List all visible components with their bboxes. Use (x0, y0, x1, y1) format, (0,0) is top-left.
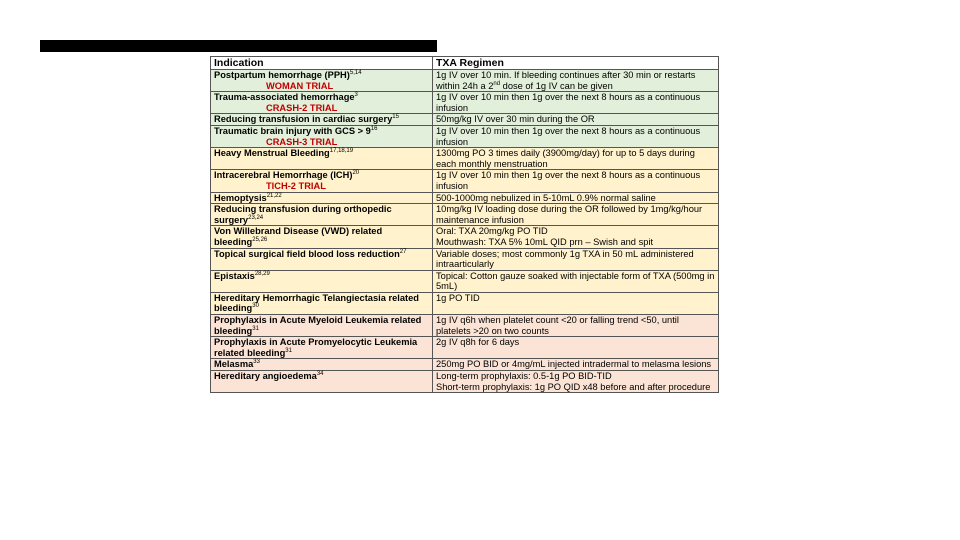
regimen-cell (433, 92, 719, 114)
table-row (211, 192, 719, 204)
table-row (211, 170, 719, 192)
indication-cell (211, 292, 433, 314)
table-row (211, 148, 719, 170)
indication-cell (211, 70, 433, 92)
table-row (211, 92, 719, 114)
indication-name: Prophylaxis in Acute Myeloid Leukemia related bleeding (214, 315, 422, 336)
regimen-cell (433, 292, 719, 314)
indication-name: Hereditary Hemorrhagic Telangiectasia related bleeding (214, 292, 419, 314)
regimen-text: 10mg/kg IV loading dose during the OR followed by 1mg/kg/hour maintenance infusion (436, 204, 703, 225)
indication-cell (211, 192, 433, 204)
reference-number: 33 (253, 359, 260, 366)
reference-number: 21,22 (266, 192, 282, 199)
table-row (211, 248, 719, 270)
table-row (211, 359, 719, 371)
reference-number: 27 (399, 248, 407, 255)
redacted-title-bar (40, 40, 437, 52)
reference-number: 23,24 (248, 214, 264, 221)
header-regimen: TXA Regimen (433, 57, 719, 70)
indication-name: Reducing transfusion in cardiac surgery (214, 114, 393, 125)
trial-name: CRASH-3 TRIAL (266, 136, 338, 147)
regimen-text: 250mg PO BID or 4mg/mL injected intradermal to melasma lesions (436, 359, 712, 370)
indication-name: Trauma-associated hemorrhage (214, 92, 355, 103)
indication-name: Prophylaxis in Acute Promyelocytic Leukemia related bleeding (214, 337, 418, 358)
regimen-line: Short-term prophylaxis: 1g PO QID x48 before and after procedure (436, 381, 711, 392)
regimen-line: Long-term prophylaxis: 0.5-1g PO BID-TID (436, 371, 612, 382)
regimen-text: 500-1000mg nebulized in 5-10mL 0.9% normal saline (436, 192, 656, 203)
indication-name: Hereditary angioedema (214, 371, 317, 382)
regimen-text: 1300mg PO 3 times daily (3900mg/day) for up to 5 days during each monthly menstruation (436, 148, 695, 169)
regimen-cell (433, 371, 719, 393)
indication-cell (211, 148, 433, 170)
indication-cell (211, 315, 433, 337)
reference-number: 31 (252, 325, 259, 332)
indication-name: Von Willebrand Disease (VWD) related bleeding (214, 226, 383, 247)
table-row (211, 125, 719, 147)
regimen-cell (433, 248, 719, 270)
indication-cell (211, 248, 433, 270)
regimen-text: 1g IV q6h when platelet count <20 or falling trend <50, until platelets >20 on two counts (436, 315, 679, 336)
reference-number: 30 (252, 303, 259, 310)
indication-name: Traumatic brain injury with GCS > 9 (214, 125, 371, 136)
reference-number: 17,18,19 (329, 148, 354, 155)
regimen-text: 1g IV over 10 min. If bleeding continues after 30 min or restarts within 24h a 2 (436, 70, 696, 91)
regimen-cell (433, 270, 719, 292)
table-row (211, 292, 719, 314)
indication-cell (211, 92, 433, 114)
reference-number: 5,14 (349, 69, 362, 76)
indication-cell (211, 125, 433, 147)
indication-name: Intracerebral Hemorrhage (ICH) (214, 170, 353, 181)
regimen-cell (433, 148, 719, 170)
table-row (211, 270, 719, 292)
regimen-text: dose of 1g IV can be given (500, 80, 613, 91)
table-body (211, 70, 719, 393)
indication-name: Reducing transfusion during orthopedic surgery (214, 204, 392, 225)
txa-indications-table (210, 56, 719, 393)
indication-cell (211, 359, 433, 371)
indication-cell (211, 270, 433, 292)
regimen-text: 1g IV over 10 min then 1g over the next 8 hours as a continuous infusion (436, 125, 701, 147)
indication-name: Postpartum hemorrhage (PPH) (214, 70, 350, 80)
regimen-line: Oral: TXA 20mg/kg PO TID (436, 226, 548, 237)
table-row (211, 114, 719, 126)
table-header-row (211, 57, 719, 70)
indication-cell (211, 170, 433, 192)
regimen-text: Variable doses; most commonly 1g TXA in 50 mL administered intraarticularly (436, 248, 694, 270)
table-row (211, 226, 719, 248)
indication-name: Heavy Menstrual Bleeding (214, 148, 330, 159)
indication-cell (211, 114, 433, 126)
reference-number: 31 (285, 347, 292, 354)
header-indication: Indication (211, 57, 433, 70)
reference-number: 15 (392, 114, 399, 121)
regimen-text: Topical: Cotton gauze soaked with injectable form of TXA (500mg in 5mL) (436, 270, 715, 292)
regimen-text: 1g IV over 10 min then 1g over the next 8 hours as a continuous infusion (436, 92, 701, 113)
trial-name: TICH-2 TRIAL (266, 180, 326, 191)
reference-number: 34 (316, 370, 324, 377)
table-row (211, 337, 719, 359)
table-row (211, 315, 719, 337)
indication-name: Topical surgical field blood loss reduction (214, 248, 400, 259)
regimen-cell (433, 70, 719, 92)
regimen-cell (433, 125, 719, 147)
regimen-cell (433, 192, 719, 204)
regimen-text: 2g IV q8h for 6 days (436, 337, 520, 348)
regimen-line: Mouthwash: TXA 5% 10mL QID prn – Swish and spit (436, 236, 654, 247)
reference-number: 28,29 (254, 270, 270, 277)
regimen-cell (433, 114, 719, 126)
trial-name: CRASH-2 TRIAL (266, 102, 338, 113)
reference-number: 3 (354, 92, 358, 99)
txa-table-container (210, 56, 718, 393)
table-row (211, 70, 719, 92)
regimen-cell (433, 337, 719, 359)
indication-cell (211, 337, 433, 359)
reference-number: 16 (370, 125, 378, 132)
indication-cell (211, 204, 433, 226)
ordinal-suffix: nd (493, 80, 501, 87)
regimen-cell (433, 359, 719, 371)
regimen-cell (433, 204, 719, 226)
regimen-cell (433, 226, 719, 248)
indication-name: Melasma (214, 359, 254, 370)
regimen-cell (433, 315, 719, 337)
regimen-cell (433, 170, 719, 192)
regimen-text: 50mg/kg IV over 30 min during the OR (436, 114, 595, 125)
indication-name: Epistaxis (214, 270, 255, 281)
regimen-text: 1g PO TID (436, 292, 480, 303)
trial-name: WOMAN TRIAL (266, 80, 334, 91)
reference-number: 25,26 (252, 236, 268, 243)
indication-cell (211, 226, 433, 248)
regimen-text: 1g IV over 10 min then 1g over the next 8 hours as a continuous infusion (436, 170, 701, 191)
table-row (211, 204, 719, 226)
indication-name: Hemoptysis (214, 192, 267, 203)
table-row (211, 371, 719, 393)
indication-cell (211, 371, 433, 393)
reference-number: 20 (352, 170, 360, 177)
